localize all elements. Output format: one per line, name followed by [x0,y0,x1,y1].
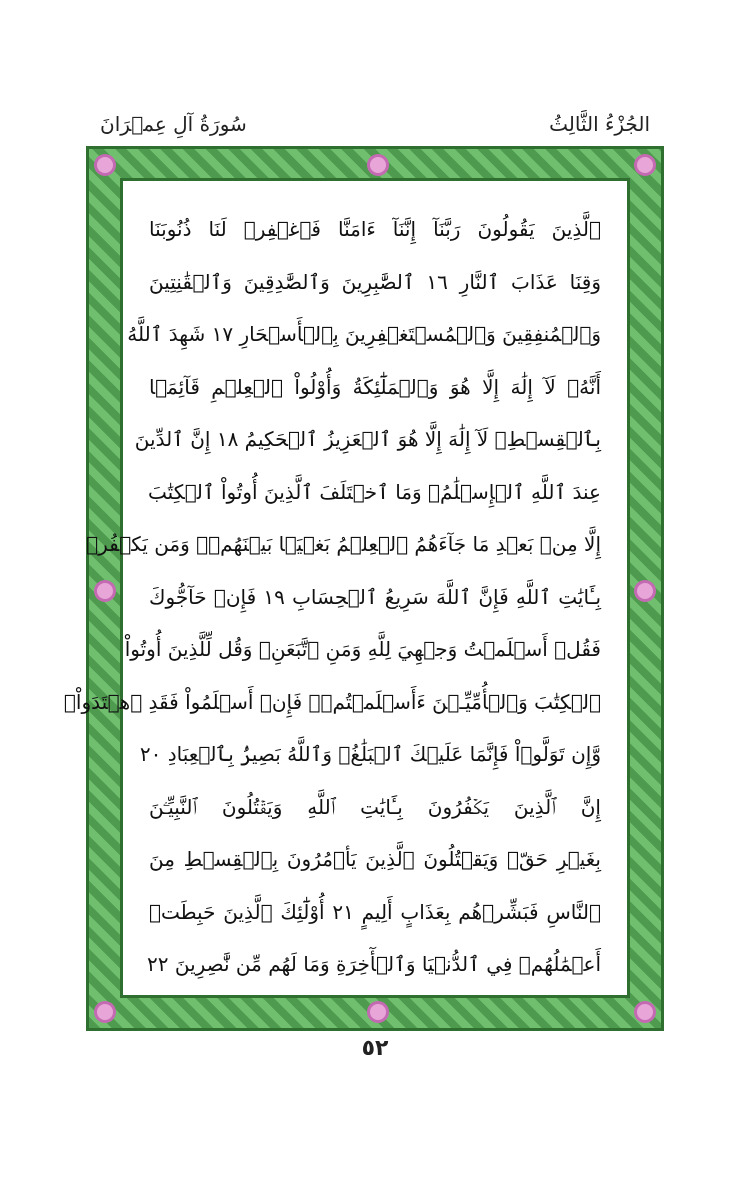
flower-ornament-icon [370,157,386,173]
text-line: وَّإِن تَوَلَّوۡاْ فَإِنَّمَا عَلَيۡكَ ٱلۡبَلَٰغُۗ وَٱللَّهُ بَصِيرُۢ بِٱلۡعِبَادِ ٢٠ [139,742,601,766]
text-line: ٱلۡكِتَٰبَ وَٱلۡأُمِّيِّـۧنَ ءَأَسۡلَمۡتُمۡۚ فَإِنۡ أَسۡلَمُواْ فَقَدِ ٱهۡتَدَواْۖ [63,689,601,714]
text-line: ٱلنَّاسِ فَبَشِّرۡهُم بِعَذَابٍ أَلِيمٍ ٢١ أُوْلَٰٓئِكَ ٱلَّذِينَ حَبِطَتۡ [149,899,601,924]
page-header [100,112,650,146]
flower-ornament-icon [637,1004,653,1020]
surah-title: سُورَةُ آلِ عِمۡرَانَ [100,112,247,136]
text-line: وَقِنَا عَذَابَ ٱلنَّارِ ١٦ ٱلصَّٰبِرِينَ وَٱلصَّٰدِقِينَ وَٱلۡقَٰنِتِينَ [149,269,601,294]
text-line: أَعۡمَٰلُهُمۡ فِي ٱلدُّنۡيَا وَٱلۡأٓخِرَةِ وَمَا لَهُم مِّن نَّٰصِرِينَ ٢٢ [147,952,601,976]
flower-ornament-icon [637,583,653,599]
text-panel [63,178,630,998]
text-line: إِلَّا مِنۢ بَعۡدِ مَا جَآءَهُمُ ٱلۡعِلۡمُ بَغۡيَۢا بَيۡنَهُمۡۗ وَمَن يَكۡفُرۡ [86,532,601,556]
text-line: ٱلَّذِينَ يَقُولُونَ رَبَّنَآ إِنَّنَآ ءَامَنَّا فَٱغۡفِرۡ لَنَا ذُنُوبَنَا [149,217,601,241]
text-line: بِـَٔايَٰتِ ٱللَّهِ فَإِنَّ ٱللَّهَ سَرِيعُ ٱلۡحِسَابِ ١٩ فَإِنۡ حَآجُّوكَ [149,584,602,609]
text-line: فَقُلۡ أَسۡلَمۡتُ وَجۡهِيَ لِلَّهِ وَمَنِ ٱتَّبَعَنِۗ وَقُل لِّلَّذِينَ أُوتُواْ [124,637,601,661]
flower-ornament-icon [370,1004,386,1020]
text-line: إِنَّ ٱلَّذِينَ يَكۡفُرُونَ بِـَٔايَٰتِ ٱللَّهِ وَيَقۡتُلُونَ ٱلنَّبِيِّـۧنَ [149,794,601,819]
flower-ornament-icon [97,157,113,173]
flower-ornament-icon [637,157,653,173]
text-line: بِغَيۡرِ حَقّٖ وَيَقۡتُلُونَ ٱلَّذِينَ يَأۡمُرُونَ بِٱلۡقِسۡطِ مِنَ [149,847,601,871]
quran-text [63,203,602,991]
text-line: أَنَّهُۥ لَآ إِلَٰهَ إِلَّا هُوَ وَٱلۡمَلَٰٓئِكَةُ وَأُوْلُواْ ٱلۡعِلۡمِ قَآئِمَۢا [149,374,601,399]
flower-ornament-icon [97,583,113,599]
text-line: عِندَ ٱللَّهِ ٱلۡإِسۡلَٰمُۗ وَمَا ٱخۡتَلَفَ ٱلَّذِينَ أُوتُواْ ٱلۡكِتَٰبَ [148,479,601,504]
text-line: وَٱلۡمُنفِقِينَ وَٱلۡمُسۡتَغۡفِرِينَ بِٱلۡأَسۡحَارِ ١٧ شَهِدَ ٱللَّهُ [127,322,601,346]
juz-title: الجُزْءُ الثَّالِثُ [549,112,650,136]
page-number: ٥٢ [361,1036,389,1061]
flower-ornament-icon [97,1004,113,1020]
text-line: بِٱلۡقِسۡطِۚ لَآ إِلَٰهَ إِلَّا هُوَ ٱلۡعَزِيزُ ٱلۡحَكِيمُ ١٨ إِنَّ ٱلدِّينَ [134,427,601,451]
